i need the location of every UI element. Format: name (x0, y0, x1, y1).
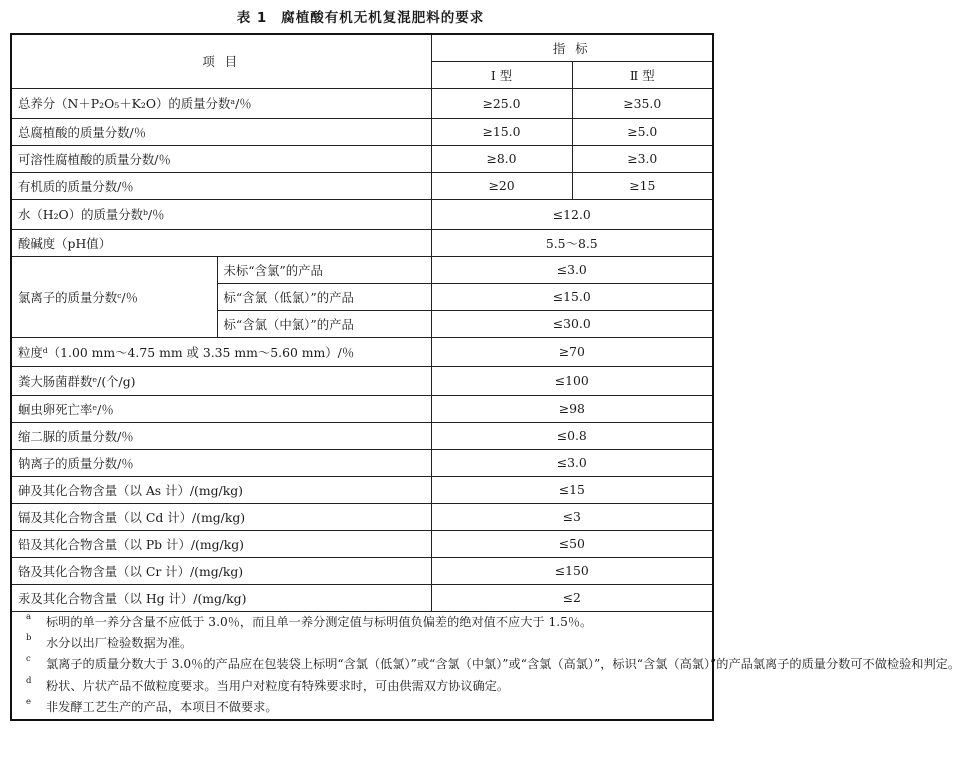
chloride-label: 氯离子的质量分数ᶜ/％ (11, 256, 217, 337)
row-value-type2: ≥15 (572, 172, 713, 199)
table-row (11, 337, 713, 366)
row-label: 缩二脲的质量分数/％ (11, 422, 431, 449)
table-number: 表 1 (236, 10, 268, 26)
footnote-mark: c (26, 654, 31, 665)
row-value: ≥70 (431, 337, 713, 366)
row-label: 粪大肠菌群数ᵉ/(个/g) (11, 366, 431, 395)
header-indicator: 指 标 (431, 34, 713, 61)
table-row (11, 395, 713, 422)
footnote-mark: a (26, 611, 32, 622)
row-value: ≤150 (431, 557, 713, 584)
table-row (11, 366, 713, 395)
row-value-type1: ≥25.0 (431, 88, 572, 118)
footnote-text: 粉状、片状产品不做粒度要求。当用户对粒度有特殊要求时，可由供需双方协议确定。 (46, 678, 510, 693)
row-value: ≤12.0 (431, 199, 713, 229)
header-type-1: Ⅰ 型 (431, 61, 572, 88)
row-label: 镉及其化合物含量（以 Cd 计）/(mg/kg) (11, 503, 431, 530)
footnote-text: 氯离子的质量分数大于 3.0％的产品应在包装袋上标明“含氯（低氯）”或“含氯（中氯）”或“含氯（高氯）”，标识“含氯（高氯）”的产品氯离子的质量分数可不做检验和判定。 (46, 657, 960, 672)
row-label: 粒度ᵈ（1.00 mm～4.75 mm 或 3.35 mm～5.60 mm）/％ (11, 337, 431, 366)
row-value: ≤3 (431, 503, 713, 530)
row-value-type1: ≥15.0 (431, 118, 572, 145)
row-label: 钠离子的质量分数/％ (11, 449, 431, 476)
chloride-subrow-label: 标“含氯（中氯）”的产品 (217, 310, 431, 337)
row-label: 蛔虫卵死亡率ᵉ/％ (11, 395, 431, 422)
row-value-type1: ≥20 (431, 172, 572, 199)
row-label: 汞及其化合物含量（以 Hg 计）/(mg/kg) (11, 584, 431, 611)
chloride-subrow-value: ≤30.0 (431, 310, 713, 337)
row-label: 水（H₂O）的质量分数ᵇ/％ (11, 199, 431, 229)
header-type-2: Ⅱ 型 (572, 61, 713, 88)
table-row (11, 530, 713, 557)
table-row (11, 88, 713, 118)
chloride-subrow-value: ≤3.0 (431, 256, 713, 283)
header-item: 项 目 (11, 34, 431, 88)
row-label: 总养分（N＋P₂O₅＋K₂O）的质量分数ᵃ/％ (11, 88, 431, 118)
row-value-type1: ≥8.0 (431, 145, 572, 172)
table-row (11, 145, 713, 172)
row-value: 5.5～8.5 (431, 229, 713, 256)
footnote-mark: b (26, 632, 32, 643)
table-row (11, 172, 713, 199)
row-label: 铅及其化合物含量（以 Pb 计）/(mg/kg) (11, 530, 431, 557)
footnote-mark: d (26, 675, 32, 686)
row-value: ≤15 (431, 476, 713, 503)
table-row (11, 199, 713, 229)
table-caption (0, 6, 721, 26)
footnote (18, 633, 706, 654)
footnote (18, 654, 960, 675)
footnote-text: 标明的单一养分含量不应低于 3.0％，而且单一养分测定值与标明值负偏差的绝对值不应大于 1.5％。 (46, 614, 593, 629)
row-value: ≤0.8 (431, 422, 713, 449)
chloride-subrow-value: ≤15.0 (431, 283, 713, 310)
row-value: ≤50 (431, 530, 713, 557)
footnotes-row (11, 611, 713, 720)
requirements-table (10, 33, 960, 721)
row-value-type2: ≥5.0 (572, 118, 713, 145)
table-row (11, 584, 713, 611)
table-row (11, 422, 713, 449)
table-title: 腐植酸有机无机复混肥料的要求 (281, 10, 485, 26)
footnote (18, 676, 706, 697)
row-value: ≤2 (431, 584, 713, 611)
row-value-type2: ≥3.0 (572, 145, 713, 172)
row-value: ≥98 (431, 395, 713, 422)
row-label: 砷及其化合物含量（以 As 计）/(mg/kg) (11, 476, 431, 503)
footnotes (11, 611, 960, 720)
table-row (11, 229, 713, 256)
row-label: 有机质的质量分数/％ (11, 172, 431, 199)
footnote (18, 612, 706, 633)
row-label: 铬及其化合物含量（以 Cr 计）/(mg/kg) (11, 557, 431, 584)
chloride-subrow-label: 标“含氯（低氯）”的产品 (217, 283, 431, 310)
footnote-mark: e (26, 697, 32, 708)
table-row (11, 256, 713, 283)
row-label: 酸碱度（pH值） (11, 229, 431, 256)
table-row (11, 503, 713, 530)
table-row (11, 476, 713, 503)
table-row (11, 449, 713, 476)
row-label: 可溶性腐植酸的质量分数/％ (11, 145, 431, 172)
footnote-text: 非发酵工艺生产的产品，本项目不做要求。 (46, 700, 278, 715)
table-row (11, 557, 713, 584)
table-row (11, 118, 713, 145)
row-value: ≤3.0 (431, 449, 713, 476)
row-label: 总腐植酸的质量分数/％ (11, 118, 431, 145)
chloride-subrow-label: 未标“含氯”的产品 (217, 256, 431, 283)
row-value-type2: ≥35.0 (572, 88, 713, 118)
row-value: ≤100 (431, 366, 713, 395)
footnote (18, 697, 706, 718)
footnote-text: 水分以出厂检验数据为准。 (46, 635, 193, 650)
